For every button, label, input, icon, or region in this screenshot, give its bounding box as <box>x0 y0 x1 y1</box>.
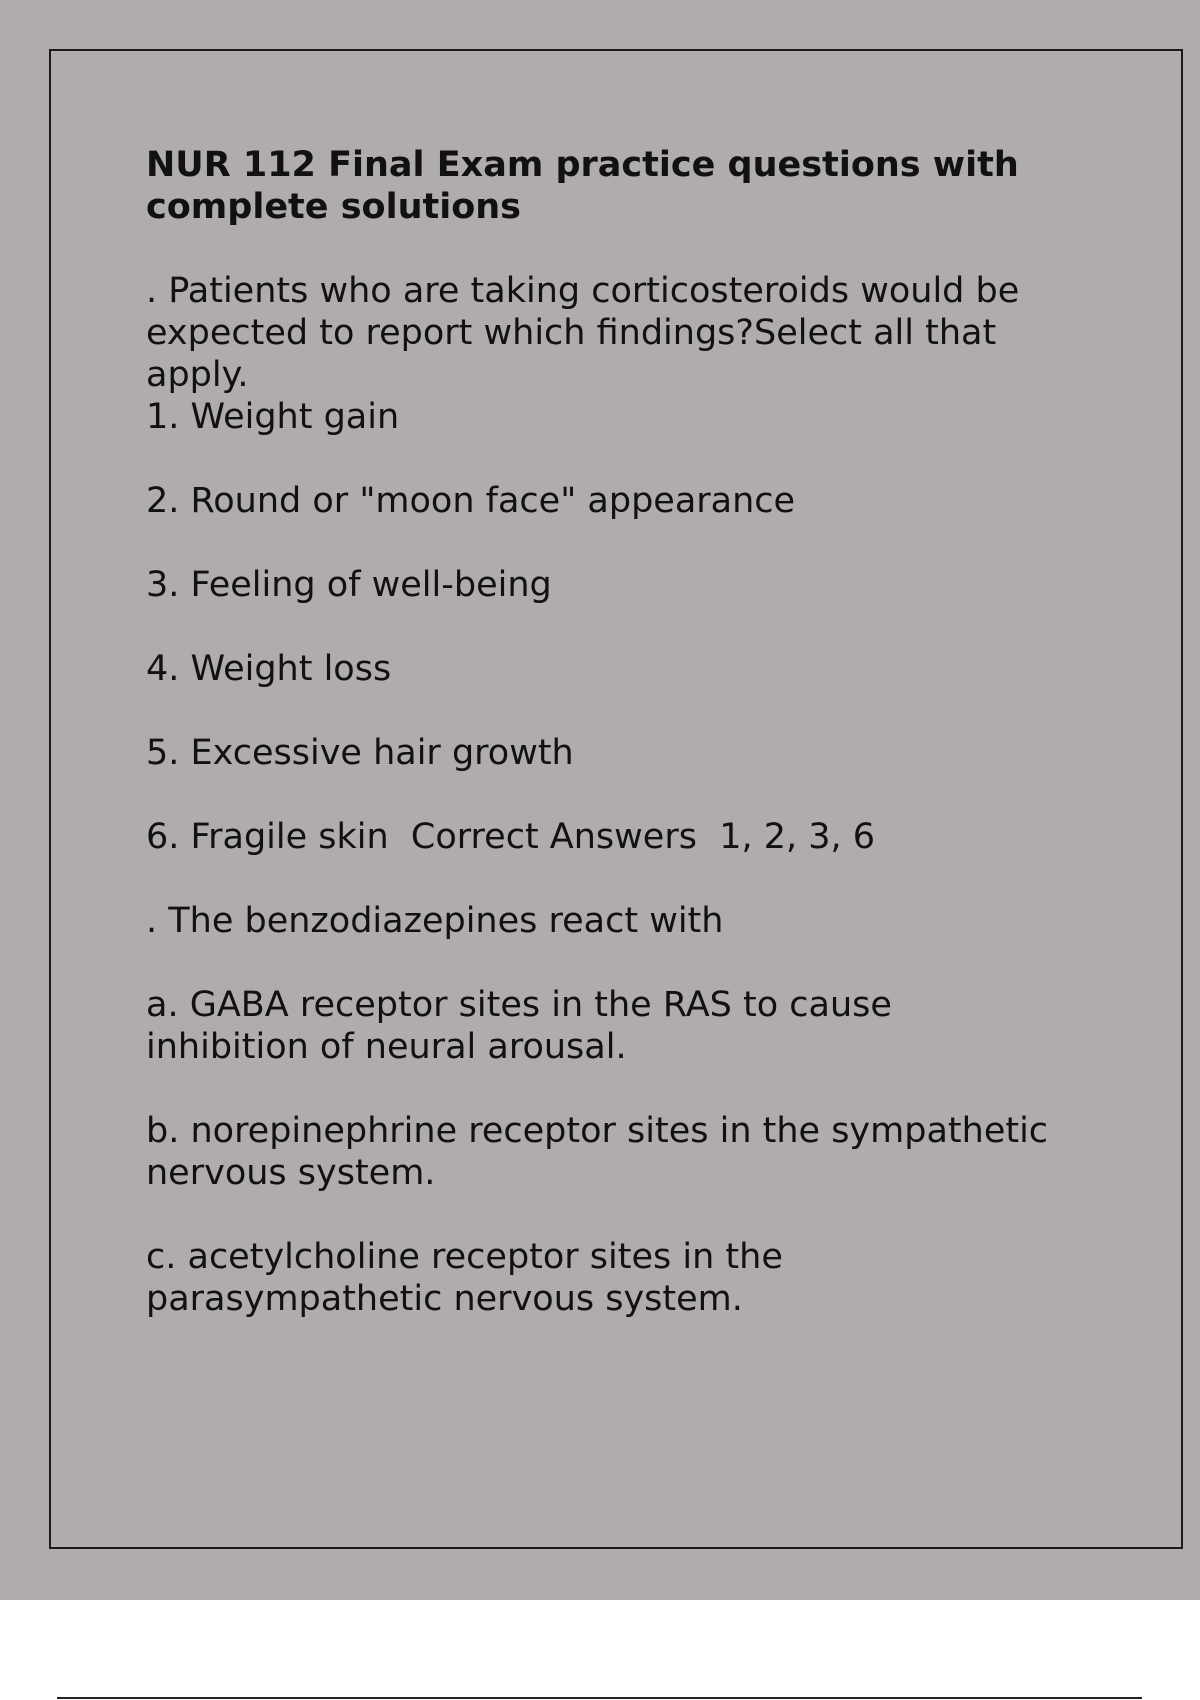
question-1-option-3: 3. Feeling of well-being <box>146 565 552 605</box>
question-1-option-4: 4. Weight loss <box>146 649 392 689</box>
question-1-option-5: 5. Excessive hair growth <box>146 733 574 773</box>
document-content <box>146 144 1106 1320</box>
question-1-stem: . Patients who are taking corticosteroids would be expected to report which findings?Select all that apply. <box>146 271 1020 395</box>
question-2-option-b: b. norepinephrine receptor sites in the sympathetic nervous system. <box>146 1111 1049 1193</box>
question-1-option-6-answer: 6. Fragile skin Correct Answers 1, 2, 3, 6 <box>146 817 876 857</box>
question-2-stem: . The benzodiazepines react with <box>146 901 724 941</box>
question-1-option-1: 1. Weight gain <box>146 397 400 437</box>
question-1-option-2: 2. Round or "moon face" appearance <box>146 481 796 521</box>
question-2-option-c: c. acetylcholine receptor sites in the parasympathetic nervous system. <box>146 1237 783 1319</box>
question-2-option-a: a. GABA receptor sites in the RAS to cause inhibition of neural arousal. <box>146 985 892 1067</box>
document-title: NUR 112 Final Exam practice questions with complete solutions <box>146 145 1019 227</box>
bottom-divider <box>57 1697 1142 1699</box>
